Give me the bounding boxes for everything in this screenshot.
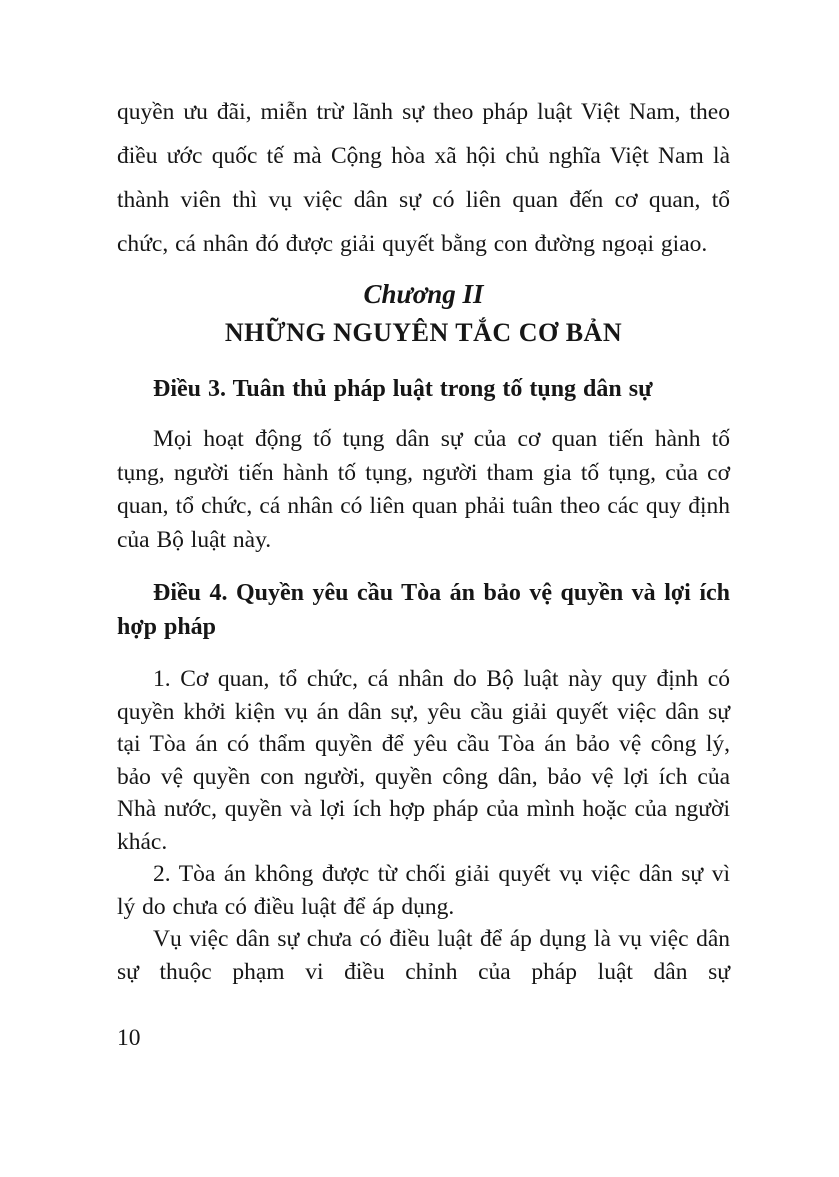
continuation-paragraph: quyền ưu đãi, miễn trừ lãnh sự theo pháp luật Việt Nam, theo điều ước quốc tế mà Cộng hòa xã hội chủ nghĩa Việt Nam là thành viên thì vụ việc dân sự có liên quan đến cơ quan, tổ chức, cá nhân đó được giải quyết bằng con đường ngoại giao. bbox=[117, 99, 730, 257]
article-4-paragraph-1: 1. Cơ quan, tổ chức, cá nhân do Bộ luật này quy định có quyền khởi kiện vụ án dân sự, yêu cầu giải quyết việc dân sự tại Tòa án có thẩm quyền để yêu cầu Tòa án bảo vệ công lý, bảo vệ quyền con người, quyền công dân, bảo vệ lợi ích của Nhà nước, quyền và lợi ích hợp pháp của mình hoặc của người khác. bbox=[117, 666, 730, 855]
page-number: 10 bbox=[117, 1025, 141, 1051]
chapter-label: Chương II bbox=[363, 279, 484, 309]
article-4-paragraph-3: Vụ việc dân sự chưa có điều luật để áp dụng là vụ việc dân sự thuộc phạm vi điều chỉnh của pháp luật dân sự bbox=[117, 926, 730, 985]
article-4-paragraph-2: 2. Tòa án không được từ chối giải quyết vụ việc dân sự vì lý do chưa có điều luật để áp dụng. bbox=[117, 861, 730, 920]
article-3-paragraph: Mọi hoạt động tố tụng dân sự của cơ quan tiến hành tố tụng, người tiến hành tố tụng, người tham gia tố tụng, của cơ quan, tổ chức, cá nhân có liên quan phải tuân theo các quy định của Bộ luật này. bbox=[117, 426, 730, 553]
article-3-heading: Điều 3. Tuân thủ pháp luật trong tố tụng dân sự bbox=[153, 376, 653, 402]
chapter-title: NHỮNG NGUYÊN TẮC CƠ BẢN bbox=[224, 318, 623, 347]
article-4-heading: Điều 4. Quyền yêu cầu Tòa án bảo vệ quyền và lợi ích hợp pháp bbox=[117, 580, 730, 640]
